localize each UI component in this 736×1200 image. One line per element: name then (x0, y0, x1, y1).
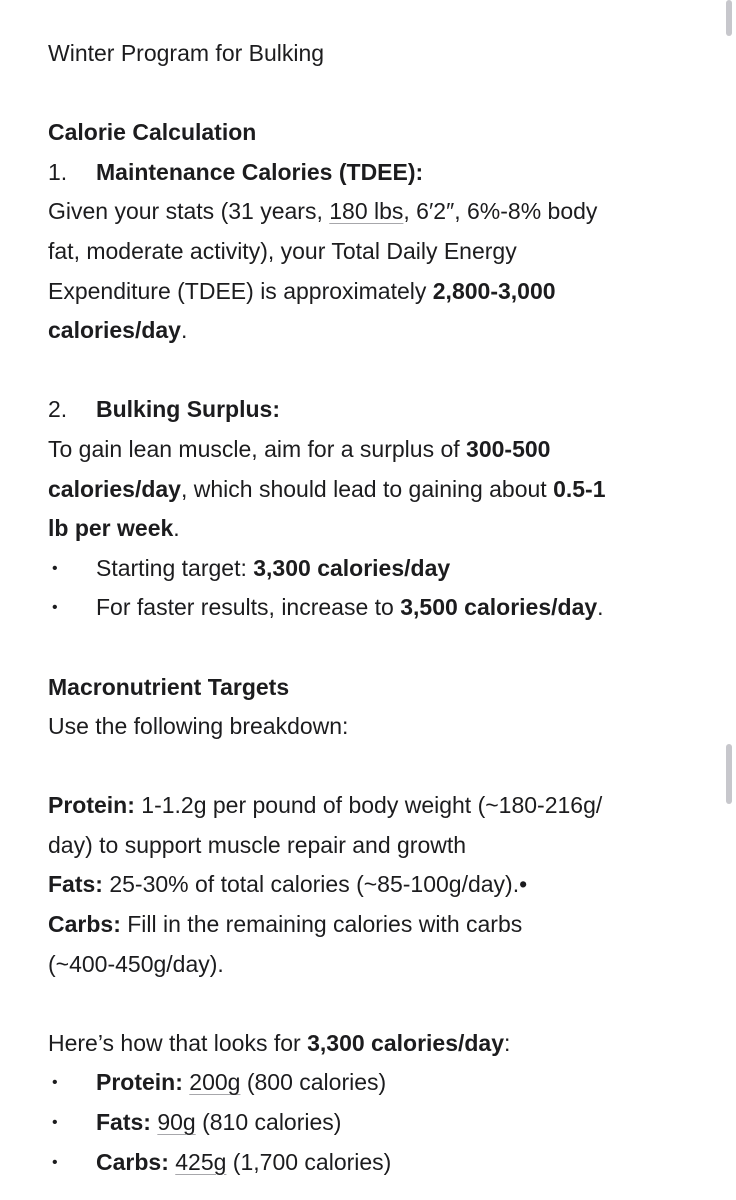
blank-line (48, 628, 678, 668)
amount-link[interactable]: 200g (189, 1069, 241, 1096)
summary-item-protein: • Protein: 200g (800 calories) (48, 1063, 678, 1103)
bullet-icon: • (52, 599, 58, 617)
bullet-icon: • (52, 1074, 58, 1092)
blank-line (48, 351, 678, 391)
carbs-line: (~400-450g/day). (48, 950, 224, 977)
amount-link[interactable]: 425g (175, 1148, 227, 1175)
amount-link[interactable]: 90g (157, 1109, 196, 1136)
blank-line (48, 747, 678, 787)
protein-line: day) to support muscle repair and growth (48, 831, 467, 858)
section-heading-macronutrients: Macronutrient Targets (48, 673, 290, 700)
note-body[interactable] (48, 34, 678, 1182)
weight-link[interactable]: 180 lbs (329, 198, 404, 225)
list-item-maintenance (48, 153, 678, 193)
note-title: Winter Program for Bulking (48, 40, 325, 66)
paragraph-line: fat, moderate activity), your Total Daily Energy (48, 237, 517, 264)
bullet-item-faster-results: • For faster results, increase to 3,500 calories/day. (48, 588, 678, 628)
bullet-icon: • (52, 1114, 58, 1132)
bullet-icon: • (52, 559, 58, 577)
carbs-line: Carbs: Fill in the remaining calories with carbs (48, 911, 523, 938)
paragraph-line: lb per week. (48, 515, 180, 542)
list-item-title: Maintenance Calories (TDEE): (96, 158, 424, 185)
summary-item-carbs: • Carbs: 425g (1,700 calories) (48, 1143, 678, 1183)
bullet-item-starting-target: • Starting target: 3,300 calories/day (48, 549, 678, 589)
summary-item-fats: • Fats: 90g (810 calories) (48, 1103, 678, 1143)
list-item-title: Bulking Surplus: (96, 396, 280, 423)
paragraph-line: calories/day, which should lead to gaining about 0.5-1 (48, 475, 606, 502)
scrollbar-thumb[interactable] (726, 744, 732, 804)
paragraph-line: To gain lean muscle, aim for a surplus of 300-500 (48, 435, 551, 462)
paragraph-line: calories/day. (48, 317, 188, 344)
paragraph-line: Given your stats (31 years, 180 lbs, 6′2″, 6%-8% body (48, 198, 598, 225)
fats-line: Fats: 25-30% of total calories (~85-100g/day).• (48, 871, 528, 898)
bullet-icon: • (52, 1153, 58, 1171)
list-number: 2. (48, 396, 68, 423)
protein-line: Protein: 1-1.2g per pound of body weight (~180-216g/ (48, 792, 603, 819)
list-item-bulking-surplus (48, 390, 678, 430)
paragraph-line: Use the following breakdown: (48, 713, 349, 740)
section-heading-calorie: Calorie Calculation (48, 119, 257, 146)
blank-line (48, 984, 678, 1024)
list-number: 1. (48, 158, 68, 185)
paragraph-line: Expenditure (TDEE) is approximately 2,800-3,000 (48, 277, 556, 304)
blank-line (48, 74, 678, 114)
scrollbar-top[interactable] (726, 0, 732, 36)
summary-intro: Here’s how that looks for 3,300 calories/day: (48, 1029, 511, 1056)
